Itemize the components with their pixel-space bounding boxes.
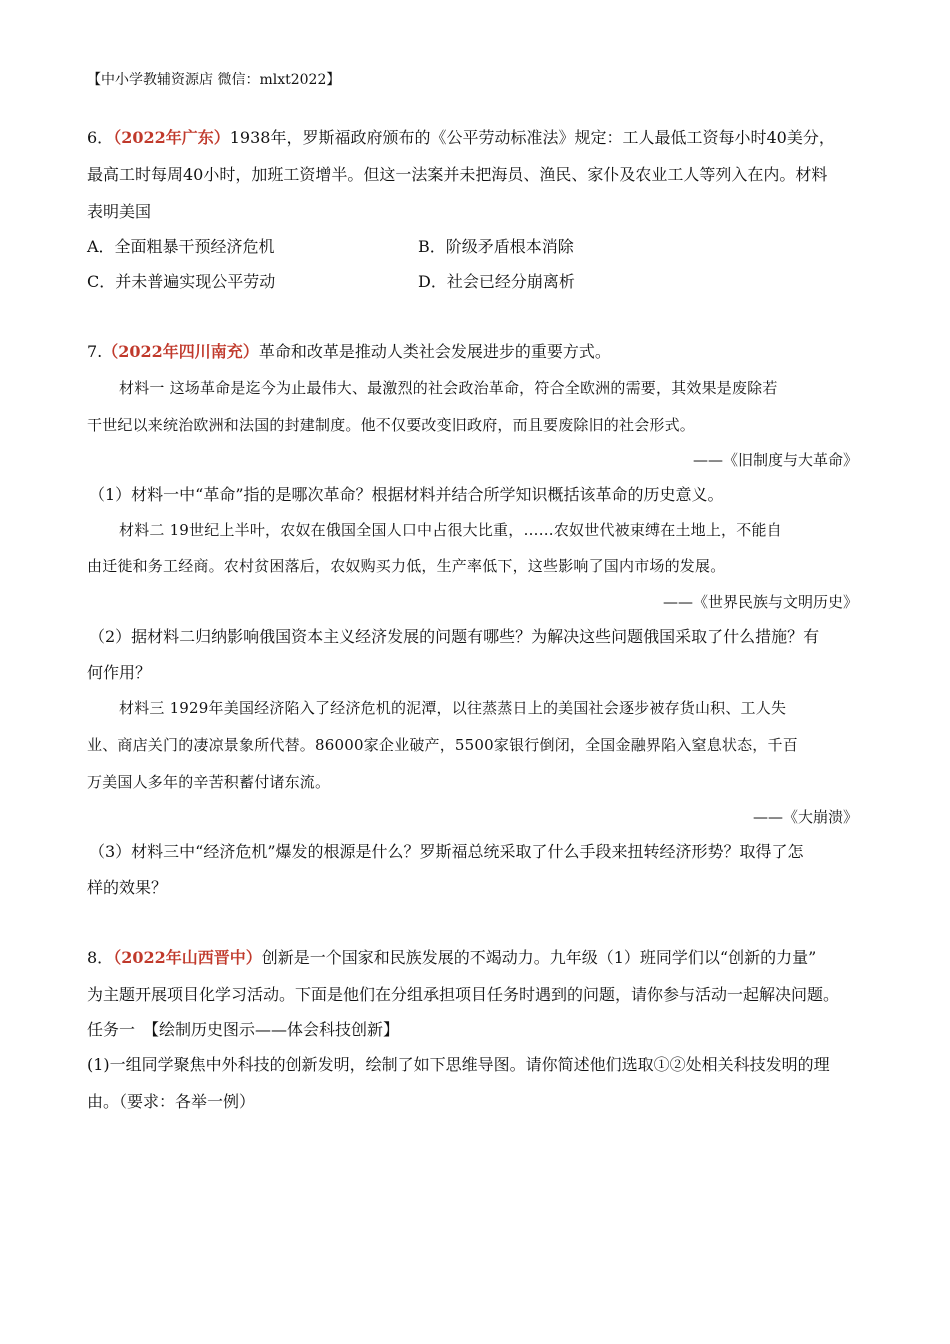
page-header: 【中小学教辅资源店 微信：mlxt2022】 — [87, 72, 341, 88]
q6-source-tag: （2022年广东） — [113, 128, 230, 147]
q6-number: 6． — [87, 128, 114, 147]
q7-material-2-line-1: 材料二 19世纪上半叶，农奴在俄国全国人口中占很大比重，……农奴世代被束缚在土地上，不能自 — [119, 521, 782, 539]
q8-source-tag: （2022年山西晋中） — [113, 948, 262, 967]
q7-subquestion-2-line-1: （2）据材料二归纳影响俄国资本主义经济发展的问题有哪些？为解决这些问题俄国采取了什么措施？有 — [89, 627, 820, 646]
q7-material-3-line-2: 业、商店关门的凄凉景象所代替。86000家企业破产，5500家银行倒闭，全国金融界陷入窒息状态，千百 — [87, 736, 798, 754]
q6-option-d: D．社会已经分崩离析 — [418, 272, 575, 291]
q7-subquestion-3-line-1: （3）材料三中“经济危机”爆发的根源是什么？罗斯福总统采取了什么手段来扭转经济形势？取得了怎 — [89, 842, 804, 861]
q8-task-1-heading: 任务一 【绘制历史图示——体会科技创新】 — [87, 1020, 400, 1039]
q7-material-1-source: ——《旧制度与大革命》 — [692, 451, 858, 469]
q7-material-2-line-2: 由迁徙和务工经商。农村贫困落后，农奴购买力低，生产率低下，这些影响了国内市场的发展。 — [87, 557, 726, 575]
q7-subquestion-3-line-2: 样的效果？ — [87, 878, 168, 897]
q7-source-tag: （2022年四川南充） — [102, 342, 259, 361]
q7-stem: 革命和改革是推动人类社会发展进步的重要方式。 — [258, 342, 611, 361]
q8-subquestion-1-line-2: 由。（要求：各举一例） — [87, 1092, 256, 1111]
q6-option-c: C．并未普遍实现公平劳动 — [87, 272, 276, 291]
q6-stem-3: 表明美国 — [87, 202, 152, 221]
q7-material-1-line-2: 干世纪以来统治欧洲和法国的封建制度。他不仅要改变旧政府，而且要废除旧的社会形式。 — [87, 416, 696, 434]
q7-number: 7. — [87, 342, 103, 361]
q7-material-3-line-1: 材料三 1929年美国经济陷入了经济危机的泥潭，以往蒸蒸日上的美国社会逐步被存货山积、工人失 — [119, 699, 787, 717]
q7-subquestion-2-line-2: 何作用？ — [87, 663, 152, 682]
q7-line-1 — [87, 342, 611, 362]
q6-option-b: B．阶级矛盾根本消除 — [418, 237, 574, 256]
q7-material-2-source: ——《世界民族与文明历史》 — [662, 593, 858, 611]
q8-line-1 — [87, 948, 816, 968]
q6-line-1 — [87, 128, 835, 148]
q8-stem-2: 为主题开展项目化学习活动。下面是他们在分组承担项目任务时遇到的问题，请你参与活动一起解决问题。 — [87, 985, 840, 1004]
q8-stem-1: 创新是一个国家和民族发展的不竭动力。九年级（1）班同学们以“创新的力量” — [261, 948, 817, 967]
q8-subquestion-1-line-1: (1)一组同学聚焦中外科技的创新发明，绘制了如下思维导图。请你简述他们选取①②处相关科技发明的理 — [87, 1055, 830, 1074]
q6-stem-1: 1938年，罗斯福政府颁布的《公平劳动标准法》规定：工人最低工资每小时40美分， — [229, 128, 835, 147]
q6-stem-2: 最高工时每周40小时，加班工资增半。但这一法案并未把海员、渔民、家仆及农业工人等列入在内。材料 — [87, 165, 828, 184]
q7-material-1-line-1: 材料一 这场革命是迄今为止最伟大、最激烈的社会政治革命，符合全欧洲的需要，其效果是废除若 — [119, 379, 778, 397]
q7-subquestion-1: （1）材料一中“革命”指的是哪次革命？根据材料并结合所学知识概括该革命的历史意义。 — [89, 485, 724, 504]
q7-material-3-line-3: 万美国人多年的辛苦积蓄付诸东流。 — [87, 773, 331, 791]
q7-material-3-source: ——《大崩溃》 — [752, 808, 858, 826]
q8-number: 8． — [87, 948, 114, 967]
q6-option-a: A．全面粗暴干预经济危机 — [87, 237, 275, 256]
